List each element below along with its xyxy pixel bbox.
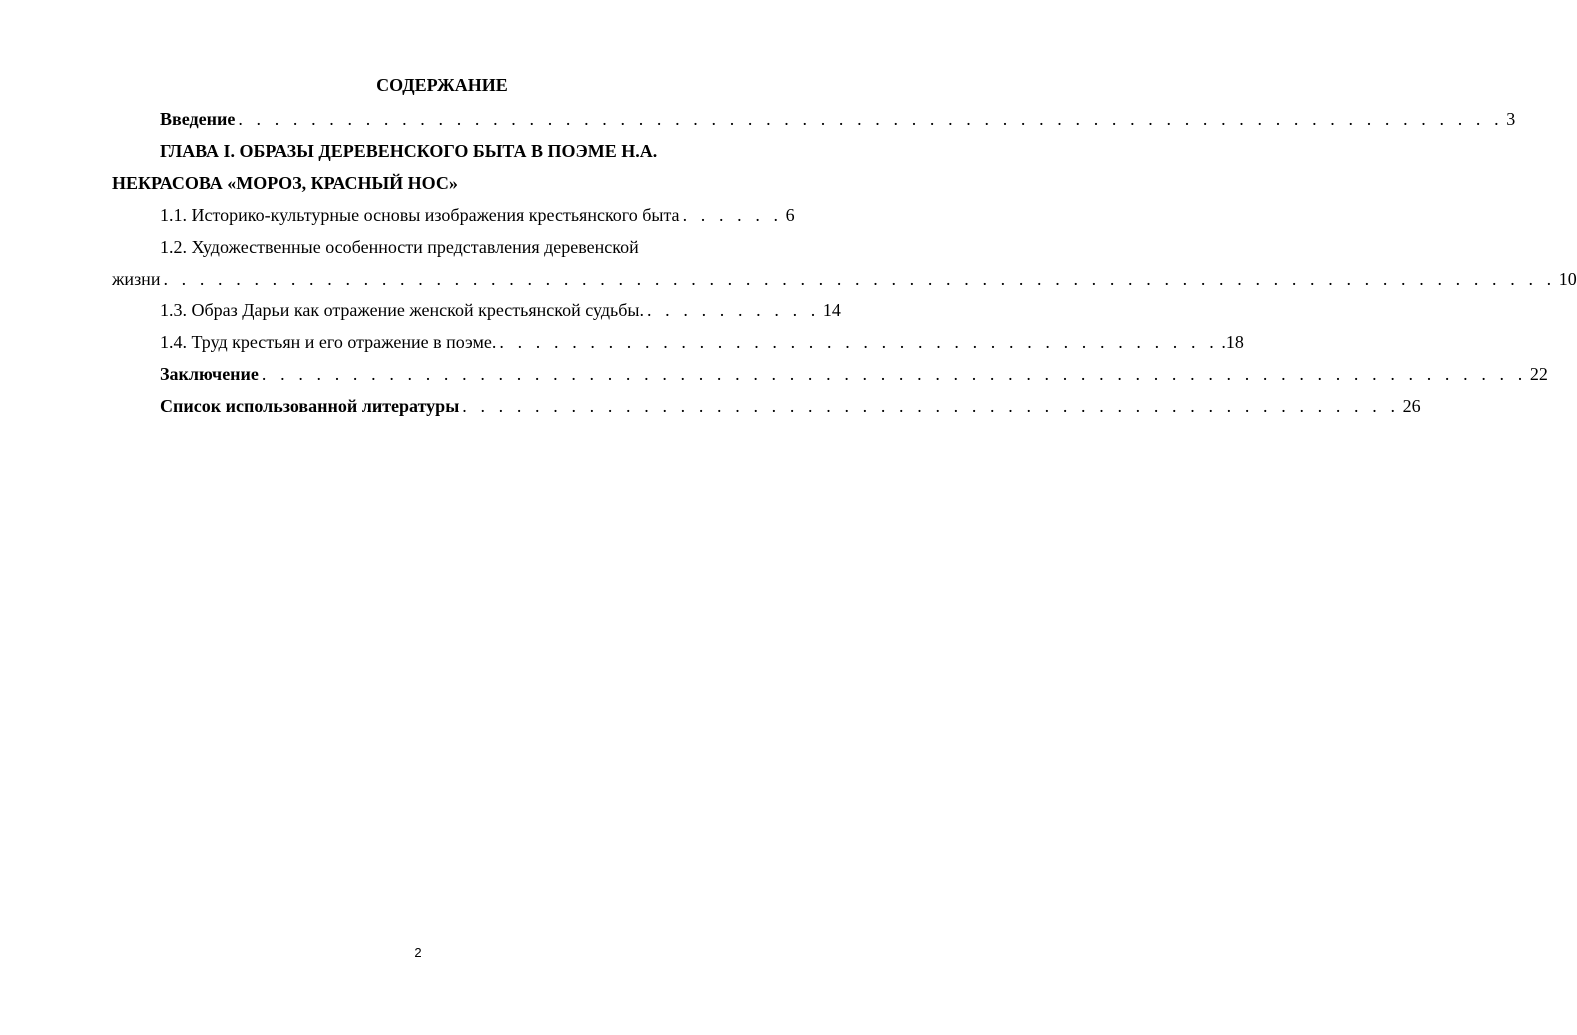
toc-leader-dots: . . . . . . . . . . [646,300,820,320]
toc-entry-1-1[interactable] [160,202,795,228]
toc-chapter-heading-line1[interactable]: ГЛАВА I. ОБРАЗЫ ДЕРЕВЕНСКОГО БЫТА В ПОЭМЕ Н.А. [160,141,658,161]
toc-page-number: 26 [1402,396,1421,416]
toc-page-number: 3 [1506,109,1516,129]
toc-entry-label: Список использованной литературы [160,396,460,416]
toc-page-number: 6 [785,205,795,225]
toc-entry-label: 1.3. Образ Дарьи как отражение женской крестьянской судьбы. [160,300,644,320]
toc-page-number: 14 [822,300,841,320]
toc-page-number: .18 [1221,332,1244,352]
toc-page-number: 10 [1558,269,1577,289]
toc-entry-1-3[interactable] [160,297,841,323]
toc-leader-dots: . . . . . . [682,205,783,225]
toc-entry-label: Введение [160,109,236,129]
toc-leader-dots: . . . . . . . . . . . . . . . . . . . . . . . . . . . . . . . . . . . . . . . . . . . . . . . . . . . . [462,396,1400,416]
toc-leader-dots: . . . . . . . . . . . . . . . . . . . . . . . . . . . . . . . . . . . . . . . . [499,332,1219,352]
toc-leader-dots: . . . . . . . . . . . . . . . . . . . . . . . . . . . . . . . . . . . . . . . . . . . . . . . . . . . . . . . . . . . . . . . . . . . . . . [261,364,1527,384]
toc-entry-label: жизни [112,269,161,289]
toc-entry-label: 1.4. Труд крестьян и его отражение в поэме. [160,332,497,352]
toc-chapter-heading-line2[interactable]: НЕКРАСОВА «МОРОЗ, КРАСНЫЙ НОС» [112,173,458,193]
toc-entry-1-2-line1[interactable]: 1.2. Художественные особенности представления деревенской [160,237,639,257]
toc-entry-conclusion[interactable] [160,361,1548,387]
toc-entry-label: Заключение [160,364,259,384]
toc-entry-bibliography[interactable] [160,393,1421,419]
toc-entry-label: 1.1. Историко-культурные основы изображения крестьянского быта [160,205,680,225]
toc-entry-introduction[interactable] [160,106,1516,132]
toc-title: СОДЕРЖАНИЕ [376,75,508,95]
toc-leader-dots: . . . . . . . . . . . . . . . . . . . . . . . . . . . . . . . . . . . . . . . . . . . . . . . . . . . . . . . . . . . . . . . . . . . . . . [238,109,1504,129]
toc-entry-1-4[interactable] [160,329,1244,355]
toc-leader-dots: . . . . . . . . . . . . . . . . . . . . . . . . . . . . . . . . . . . . . . . . . . . . . . . . . . . . . . . . . . . . . . . . . . . . . . . . . . . . . [163,269,1556,289]
page-number: 2 [414,945,422,960]
toc-entry-1-2[interactable] [112,266,1577,292]
toc-page-number: 22 [1529,364,1548,384]
